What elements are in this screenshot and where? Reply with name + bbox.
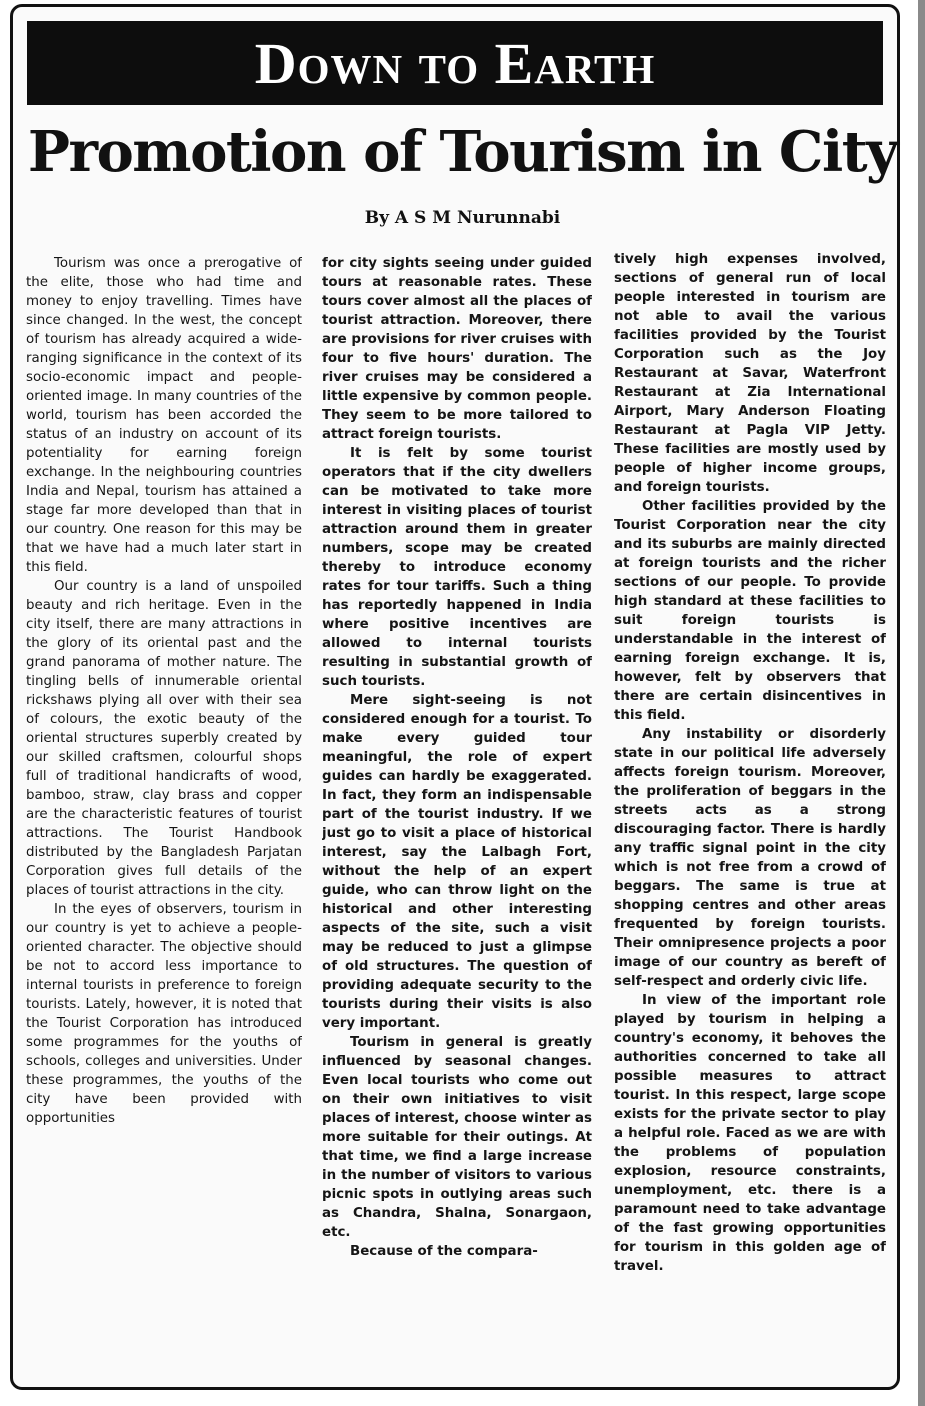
paragraph: It is felt by some tourist operators that if the city dwellers can be motivated to take more interest in visiting places of tourist attraction around them in greater numbers, scope may be created thereby to introduce economy rates for tour tariffs. Such a thing has reportedly happened in India where positive incentives are allowed to internal tourists resulting in substantial growth of such tourists. bbox=[322, 446, 592, 689]
article-byline: By A S M Nurunnabi bbox=[364, 208, 561, 228]
masthead-title: Down to Earth bbox=[254, 30, 656, 96]
article-body bbox=[26, 254, 886, 1384]
article-headline: Promotion of Tourism in City bbox=[27, 119, 898, 185]
paragraph: In view of the important role played by tourism in helping a country's economy, it behoves the authorities concerned to take all possible measures to attract tourist. In this respect, large scope exists for the private sector to play a helpful role. Faced as we are with the problems of population explosion, resource constraints, unemployment, etc. there is a paramount need to take advantage of the fast growing opportunities for tourism in this golden age of travel. bbox=[614, 993, 886, 1274]
column-1 bbox=[26, 254, 302, 1384]
paragraph: In the eyes of observers, tourism in our country is yet to achieve a people-oriented character. The objective should be not to accord less importance to internal tourists in preference to foreign tourists. Lately, however, it is noted that the Tourist Corporation has introduced some programmes for the youths of schools, colleges and universities. Under these programmes, the youths of the city have been provided with opportunities bbox=[26, 902, 302, 1126]
paragraph: for city sights seeing under guided tours at reasonable rates. These tours cover almost all the places of tourist attraction. Moreover, there are provisions for river cruises with four to five hours' duration. The river cruises may be considered a little expensive by common people. They seem to be more tailored to attract foreign tourists. bbox=[322, 256, 592, 442]
paragraph: Mere sight-seeing is not considered enough for a tourist. To make every guided tour meaningful, the role of expert guides can hardly be exaggerated. In fact, they form an indispensable part of the tourist industry. If we just go to visit a place of historical interest, say the Lalbagh Fort, without the help of an expert guide, who can throw light on the historical and other interesting aspects of the site, such a visit may be reduced to just a glimpse of old structures. The question of providing adequate security to the tourists during their visits is also very important. bbox=[322, 693, 592, 1031]
paragraph: Our country is a land of unspoiled beauty and rich heritage. Even in the city itself, there are many attractions in the glory of its oriental past and the grand panorama of mother nature. The tingling bells of innumerable oriental rickshaws plying all over with their sea of colours, the exotic beauty of the oriental structures superbly created by our skilled craftsmen, colourful shops full of traditional handicrafts of wood, bamboo, straw, clay brass and copper are the characteristic features of tourist attractions. The Tourist Handbook distributed by the Bangladesh Parjatan Corporation gives full details of the places of tourist attractions in the city. bbox=[26, 579, 302, 898]
paragraph: Because of the compara- bbox=[350, 1244, 538, 1259]
paragraph: Any instability or disorderly state in our political life adversely affects foreign tourism. Moreover, the proliferation of beggars in the streets acts as a strong discouraging factor. There is hardly any traffic signal point in the city which is not free from a crowd of beggars. The same is true at shopping centres and other areas frequented by foreign tourists. Their omnipresence projects a poor image of our country as bereft of self-respect and orderly civic life. bbox=[614, 727, 886, 989]
paragraph: tively high expenses involved, sections of general run of local people interested in tourism are not able to avail the various facilities provided by the Tourist Corporation such as the Joy Restaurant at Savar, Waterfront Restaurant at Zia International Airport, Mary Anderson Floating Restaurant at Pagla VIP Jetty. These facilities are mostly used by people of higher income groups, and foreign tourists. bbox=[614, 252, 886, 495]
masthead-banner bbox=[27, 21, 883, 105]
column-3 bbox=[614, 250, 886, 1380]
paragraph: Tourism in general is greatly influenced by seasonal changes. Even local tourists who come out on their own initiatives to visit places of interest, choose winter as more suitable for their outings. At that time, we find a large increase in the number of visitors to various picnic spots in outlying areas such as Chandra, Shalna, Sonargaon, etc. bbox=[322, 1035, 592, 1240]
paragraph: Other facilities provided by the Tourist Corporation near the city and its suburbs are mainly directed at foreign tourists and the richer sections of our people. To provide high standard at these facilities to suit foreign tourists is understandable in the interest of earning foreign exchange. It is, however, felt by observers that there are certain disincentives in this field. bbox=[614, 499, 886, 723]
column-2 bbox=[322, 254, 592, 1384]
paragraph: Tourism was once a prerogative of the elite, those who had time and money to enjoy travelling. Times have since changed. In the west, the concept of tourism has already acquired a wide-ranging significance in the context of its socio-economic impact and people-oriented image. In many countries of the world, tourism has been accorded the status of an industry on account of its potentiality for earning foreign exchange. In the neighbouring countries India and Nepal, tourism has attained a stage far more developed than that in our country. One reason for this may be that we have had a much later start in this field. bbox=[26, 256, 302, 575]
